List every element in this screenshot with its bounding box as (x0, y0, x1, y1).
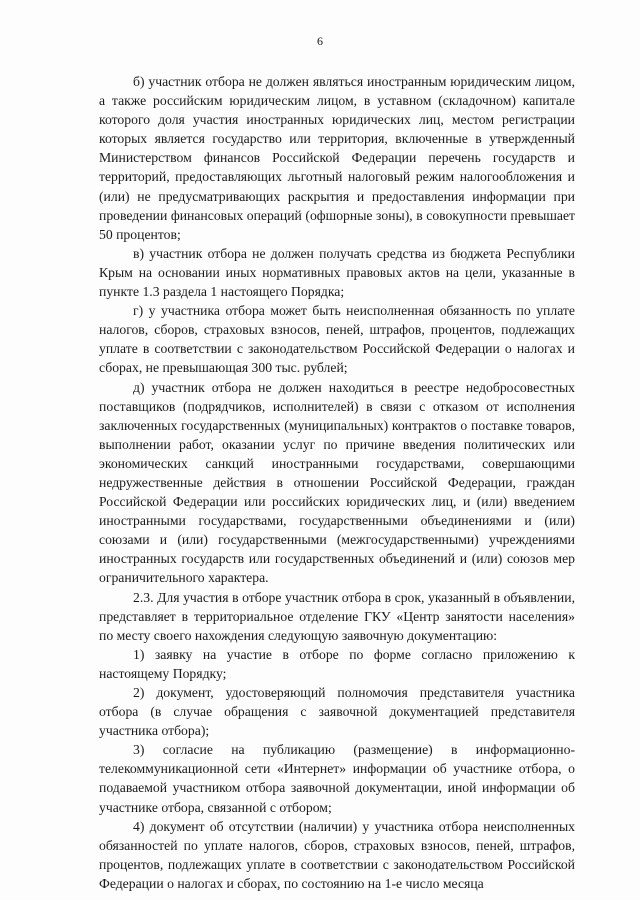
paragraph-b-foreign-entity: б) участник отбора не должен являться иностранным юридическим лицом, а также российским юридическим лицом, в уставном (складочном) капитале которого доля участия иностранных юридических лиц, местом регистрации которых является государство или территория, включенные в утвержденный Министерством финансов Российской Федерации перечень государств и территорий, предоставляющих льготный налоговый режим налогообложения и (или) не предусматривающих раскрытия и предоставления информации при проведении финансовых операций (офшорные зоны), в совокупности превышает 50 процентов; (99, 74, 575, 242)
list-item-2-representative-authority: 2) документ, удостоверяющий полномочия представителя участника отбора (в случае обращения с заявочной документацией представителя участника отбора); (99, 685, 575, 739)
paragraph-d-unfair-suppliers-registry: д) участник отбора не должен находиться в реестре недобросовестных поставщиков (подрядчиков, исполнителей) в связи с отказом от исполнения заключенных государственных (муниципальных) контрактов о поставке товаров, выполнении работ, оказании услуг по причине введения политических или экономических санкций иностранными государствами, совершающими недружественные действия в отношении Российской Федерации, граждан Российской Федерации или российских юридических лиц, и (или) введением иностранными государствами, государственными объединениями и (или) союзами и (или) государственными (межгосударственными) учреждениями иностранных государств или государственных объединений и (или) союзов мер ограничительного характера. (99, 379, 575, 586)
list-item-3-publication-consent: 3) согласие на публикацию (размещение) в информационно-телекоммуникационной сети «Интернет» информации об участнике отбора, о подаваемой участником отбора заявочной документации, иной информации об участнике отбора, связанной с отбором; (99, 742, 575, 815)
list-item-4-tax-certificate: 4) документ об отсутствии (наличии) у участника отбора неисполненных обязанностей по уплате налогов, сборов, страховых взносов, пеней, штрафов, процентов, подлежащих уплате в соответствии с законодательством Российской Федерации о налогах и сборах, по состоянию на 1-е число месяца (99, 818, 575, 891)
paragraph-v-budget-funds: в) участник отбора не должен получать средства из бюджета Республики Крым на основании иных нормативных правовых актов на цели, указанные в пункте 1.3 раздела 1 настоящего Порядка; (99, 245, 575, 300)
page-number: 6 (317, 34, 323, 48)
list-item-1-application: 1) заявку на участие в отборе по форме согласно приложению к настоящему Порядку; (99, 646, 575, 681)
paragraph-2-3-application-documents: 2.3. Для участия в отборе участник отбора в срок, указанный в объявлении, представляет в территориальное отделение ГКУ «Центр занятости населения» по месту своего нахождения следующую заявочную документацию: (99, 589, 575, 643)
document-body (99, 72, 575, 893)
paragraph-g-tax-obligations: г) у участника отбора может быть неисполненная обязанность по уплате налогов, сборов, страховых взносов, пеней, штрафов, процентов, подлежащих уплате в соответствии с законодательством Российской Федерации о налогах и сборах, не превышающая 300 тыс. рублей; (99, 303, 575, 376)
